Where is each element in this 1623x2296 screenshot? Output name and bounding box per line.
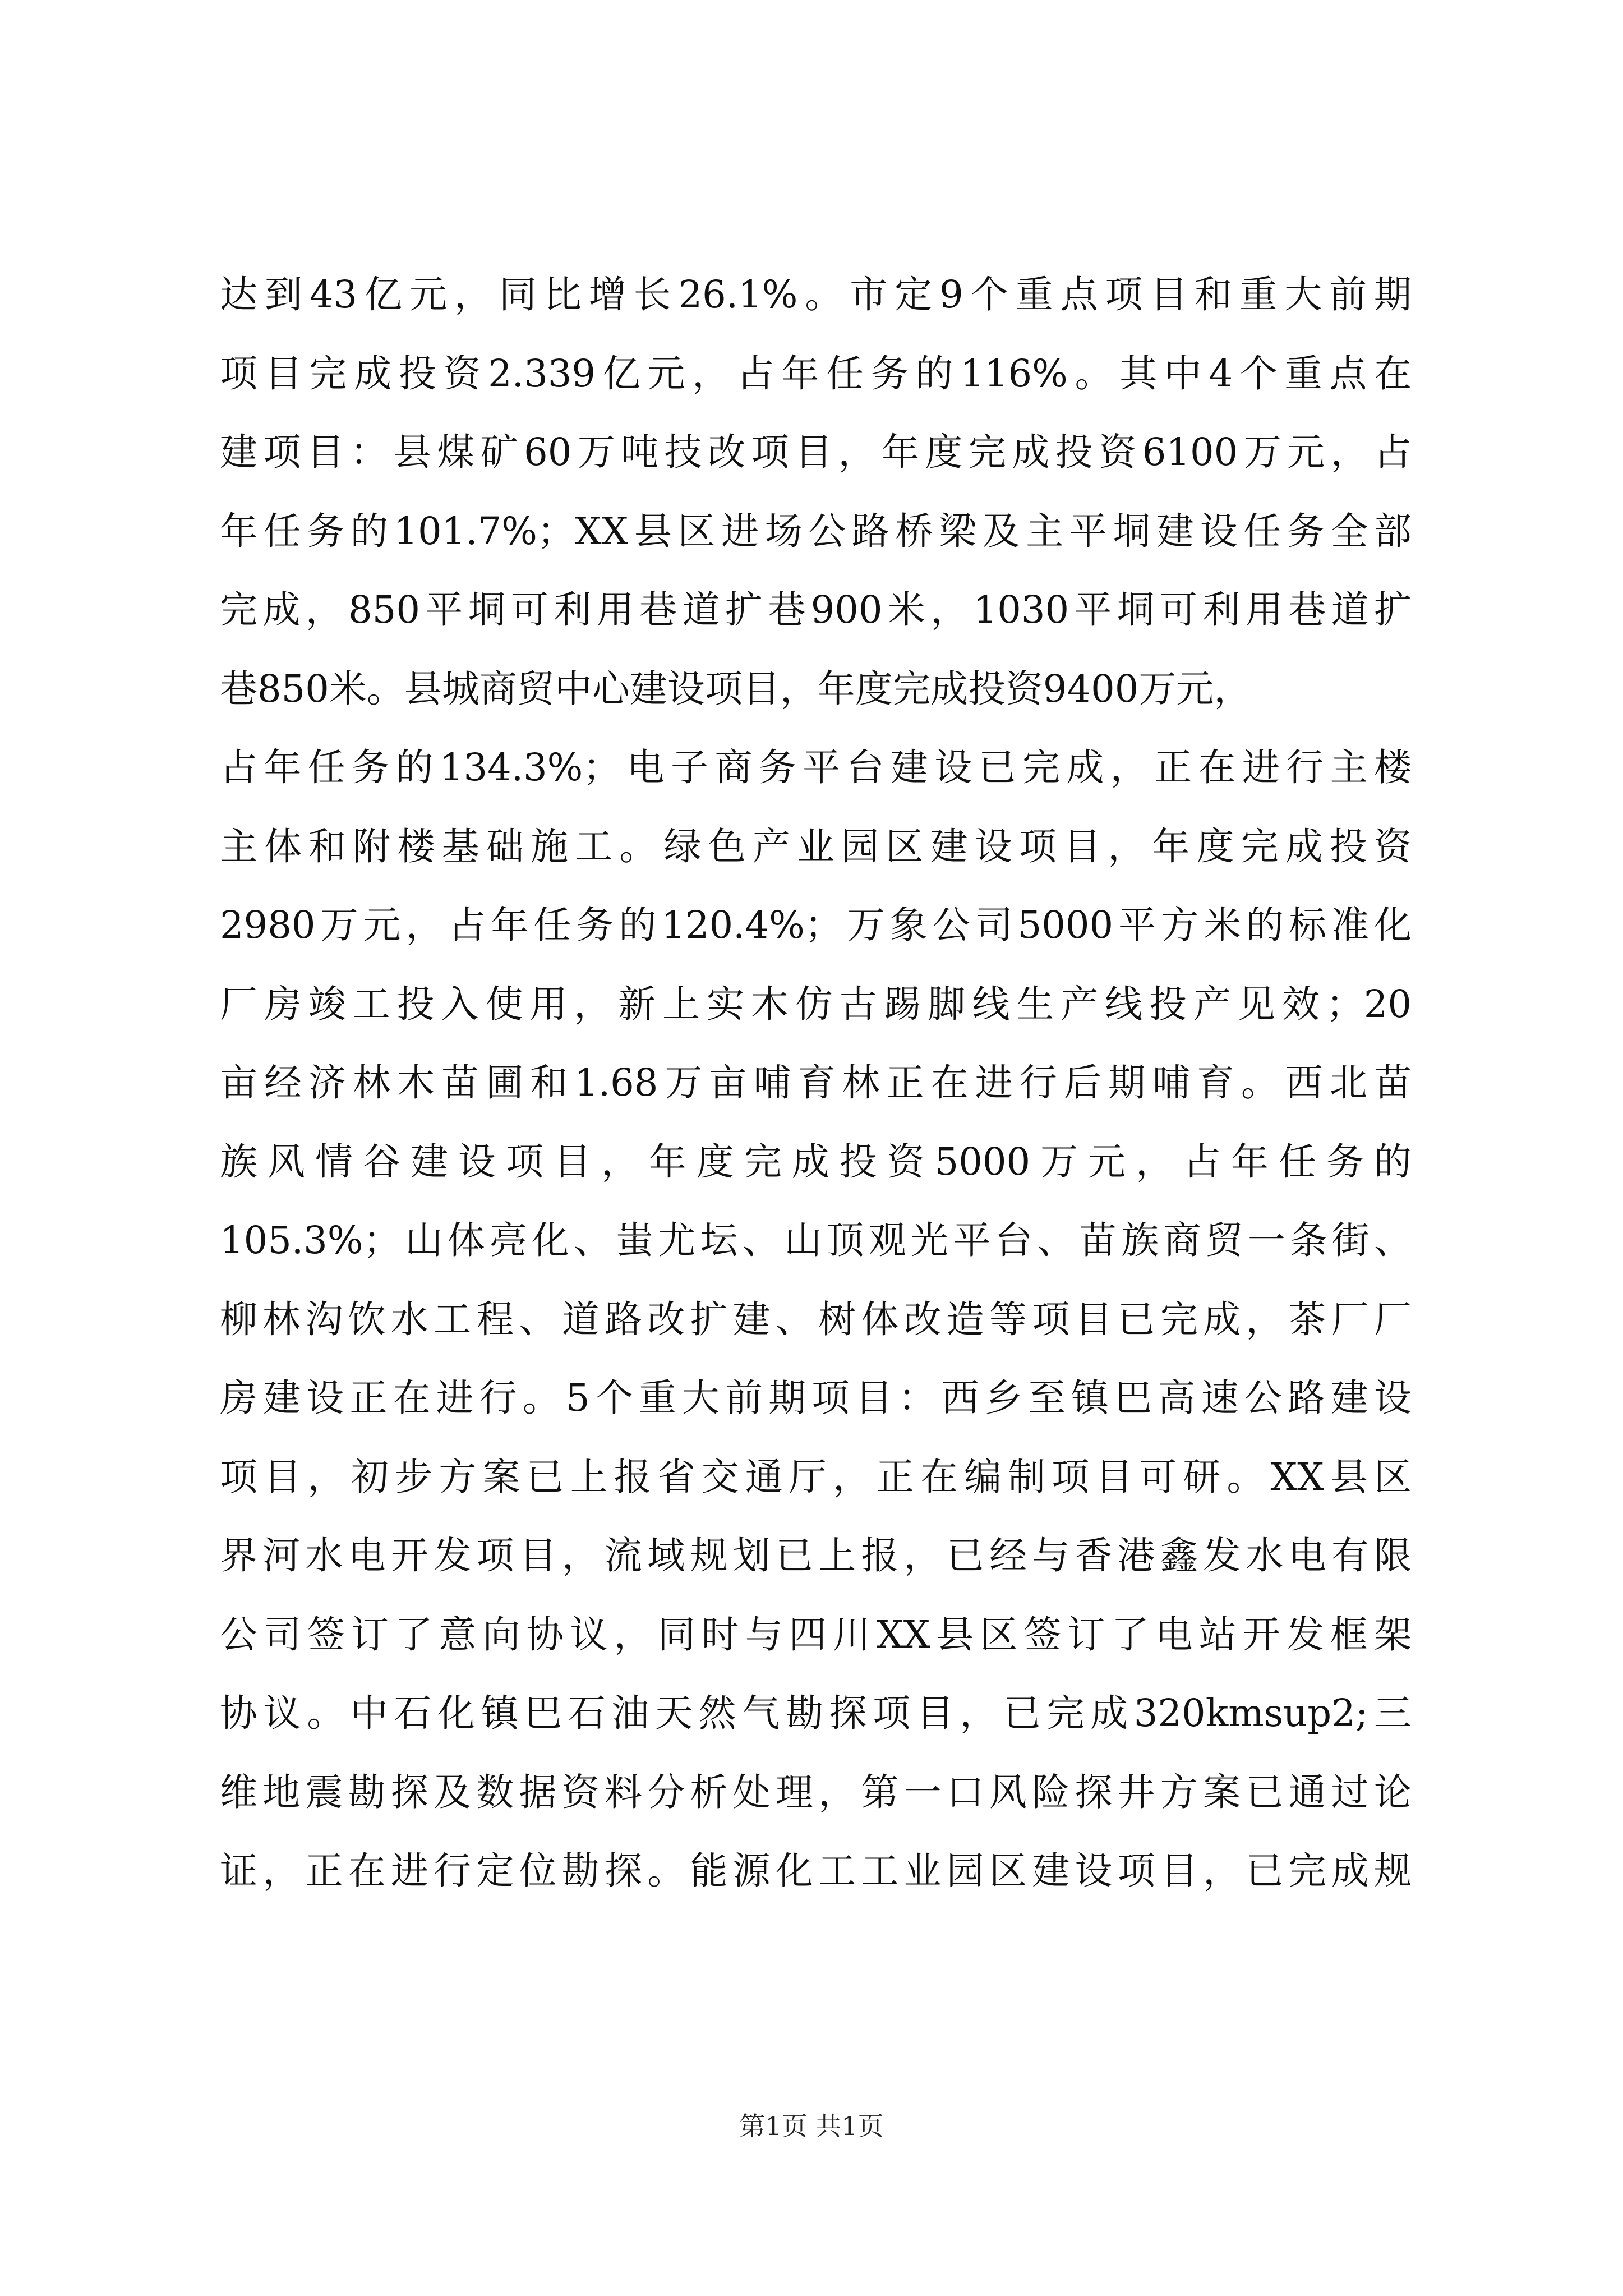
text-line: 房建设正在进行。5个重大前期项目：西乡至镇巴高速公路建设 [220, 1376, 1412, 1420]
text-line: 协议。中石化镇巴石油天然气勘探项目，已完成320kmsup2;三 [220, 1691, 1412, 1735]
text-line: 主体和附楼基础施工。绿色产业园区建设项目，年度完成投资 [220, 824, 1412, 868]
text-line: 维地震勘探及数据资料分析处理，第一口风险探井方案已通过论 [220, 1770, 1412, 1814]
body-paragraph [220, 255, 1412, 1911]
text-line: 巷850米。县城商贸中心建设项目，年度完成投资9400万元， [220, 666, 1252, 711]
text-line: 2980万元，占年任务的120.4%；万象公司5000平方米的标准化 [220, 903, 1412, 947]
text-line: 亩经济林木苗圃和1.68万亩哺育林正在进行后期哺育。西北苗 [220, 1061, 1412, 1105]
text-line: 占年任务的134.3%；电子商务平台建设已完成，正在进行主楼 [220, 746, 1412, 789]
text-line: 厂房竣工投入使用，新上实木仿古踢脚线生产线投产见效；20 [220, 982, 1412, 1026]
text-line: 建项目：县煤矿60万吨技改项目，年度完成投资6100万元，占 [220, 430, 1412, 474]
text-line: 年任务的101.7%；XX县区进场公路桥梁及主平垌建设任务全部 [220, 509, 1412, 553]
text-line: 公司签订了意向协议，同时与四川XX县区签订了电站开发框架 [220, 1612, 1412, 1657]
text-line: 达到43亿元，同比增长26.1%。市定9个重点项目和重大前期 [220, 273, 1412, 316]
text-line: 证，正在进行定位勘探。能源化工工业园区建设项目，已完成规 [220, 1849, 1412, 1893]
text-line: 界河水电开发项目，流域规划已上报，已经与香港鑫发水电有限 [220, 1534, 1412, 1577]
text-line: 族风情谷建设项目，年度完成投资5000万元，占年任务的 [220, 1139, 1412, 1184]
text-line: 105.3%；山体亮化、蚩尤坛、山顶观光平台、苗族商贸一条街、 [220, 1218, 1412, 1262]
page-footer [0, 2109, 1623, 2143]
text-line: 柳林沟饮水工程、道路改扩建、树体改造等项目已完成，茶厂厂 [220, 1297, 1412, 1341]
text-line: 项目完成投资2.339亿元，占年任务的116%。其中4个重点在 [220, 351, 1412, 395]
text-line: 完成，850平垌可利用巷道扩巷900米，1030平垌可利用巷道扩 [220, 588, 1412, 632]
text-line: 项目，初步方案已上报省交通厅，正在编制项目可研。XX县区 [220, 1455, 1412, 1499]
page-number-label: 第1页 共1页 [739, 2111, 884, 2141]
